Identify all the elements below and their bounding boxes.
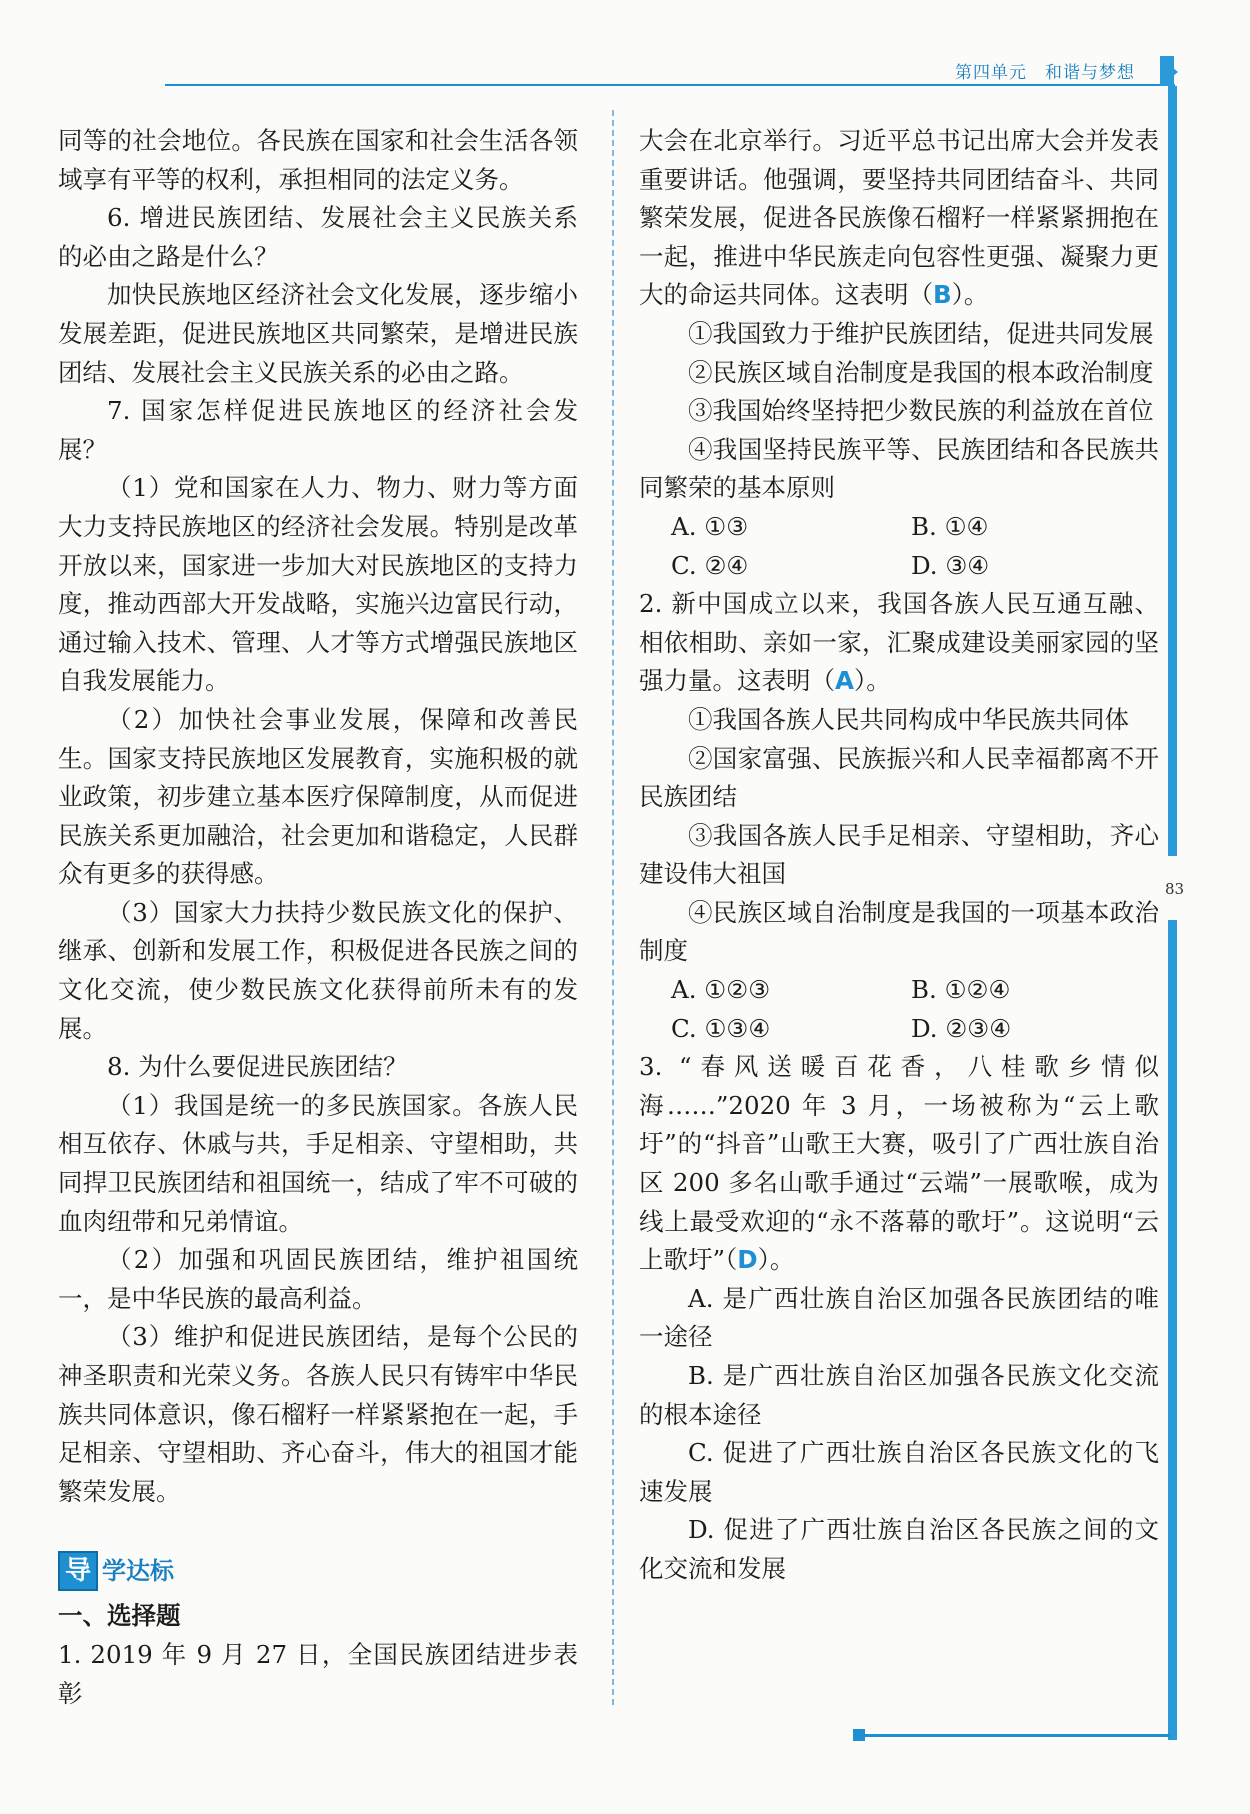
answer-8-3: （3）维护和促进民族团结，是每个公民的神圣职责和光荣义务。各族人民只有铸牢中华民族共同体意识，像石榴籽一样紧紧抱在一起，手足相亲、守望相助、齐心奋斗，伟大的祖国才能繁荣发展。 <box>58 1322 578 1506</box>
section-badge <box>58 1551 578 1591</box>
mc2-option-b: B. ①②④ <box>911 975 1011 1005</box>
question-6: 6. 增进民族团结、发展社会主义民族关系的必由之路是什么？ <box>58 203 578 271</box>
mc1-answer: B <box>933 280 952 310</box>
running-header <box>955 58 1153 83</box>
mc1-option-b: B. ①④ <box>911 511 989 541</box>
question-7: 7. 国家怎样促进民族地区的经济社会发展？ <box>58 396 578 464</box>
mc3-close: ）。 <box>757 1245 795 1275</box>
mc1-statement-1: ①我国致力于维护民族团结，促进共同发展 <box>688 318 1154 348</box>
section-title: 一、选择题 <box>58 1601 181 1631</box>
right-column <box>639 122 1159 1589</box>
answer-7-3: （3）国家大力扶持少数民族文化的保护、继承、创新和发展工作，积极促进各民族之间的文化交流，使少数民族文化获得前所未有的发展。 <box>58 897 578 1043</box>
mc2-statement-1: ①我国各族人民共同构成中华民族共同体 <box>688 704 1129 734</box>
mc3-option-a: A. 是广西壮族自治区加强各民族团结的唯一途径 <box>639 1283 1159 1352</box>
mc2-stem <box>639 585 1159 701</box>
answer-7-2: （2）加快社会事业发展，保障和改善民生。国家支持民族地区发展教育，实施积极的就业政策，初步建立基本医疗保障制度，从而促进民族关系更加融洽，社会更加和谐稳定，人民群众有更多的获得感。 <box>58 704 578 889</box>
mc2-answer: A <box>835 666 854 696</box>
mc1-options-row-1 <box>639 508 1159 547</box>
answer-6: 加快民族地区经济社会文化发展，逐步缩小发展差距，促进民族地区共同繁荣，是增进民族团结、发展社会主义民族关系的必由之路。 <box>58 280 578 387</box>
mc1-option-a: A. ①③ <box>671 511 749 541</box>
answer-8-1: （1）我国是统一的多民族国家。各族人民相互依存、休戚与共，手足相亲、守望相助，共同捍卫民族团结和祖国统一，结成了牢不可破的血肉纽带和兄弟情谊。 <box>58 1090 578 1236</box>
badge-icon: 导 <box>58 1551 98 1591</box>
unit-title: 和谐与梦想 <box>1045 63 1135 83</box>
mc3-option-c: C. 促进了广西壮族自治区各民族文化的飞速发展 <box>639 1438 1159 1506</box>
mc2-options-row-2 <box>639 1010 1159 1049</box>
mc1-stem-start: 1. 2019 年 9 月 27 日，全国民族团结进步表彰 <box>58 1639 578 1708</box>
mc1-option-d: D. ③④ <box>911 550 990 580</box>
side-bar-bottom <box>1168 920 1177 1740</box>
mc1-statement-2: ②民族区域自治制度是我国的根本政治制度 <box>688 357 1154 387</box>
question-8: 8. 为什么要促进民族团结？ <box>107 1052 408 1082</box>
mc3-stem <box>639 1048 1159 1280</box>
header-arrow-icon <box>1166 62 1178 82</box>
header-rule <box>165 84 1175 86</box>
column-divider <box>612 110 614 1705</box>
badge-label: 学达标 <box>102 1557 174 1586</box>
mc3-option-d: D. 促进了广西壮族自治区各民族之间的文化交流和发展 <box>639 1515 1159 1583</box>
footer-rule <box>860 1734 1170 1737</box>
mc2-statement-2: ②国家富强、民族振兴和人民幸福都离不开民族团结 <box>639 743 1159 812</box>
mc1-stem-text: 大会在北京举行。习近平总书记出席大会并发表重要讲话。他强调，要坚持共同团结奋斗、共同繁荣发展，促进各民族像石榴籽一样紧紧拥抱在一起，推进中华民族走向包容性更强、凝聚力更大的命运共同体。这表明（ <box>639 126 1159 310</box>
mc2-option-a: A. ①②③ <box>671 975 771 1005</box>
mc1-options-row-2 <box>639 547 1159 586</box>
page-number: 83 <box>1165 880 1185 898</box>
mc1-option-c: C. ②④ <box>671 550 749 580</box>
answer-8-2: （2）加强和巩固民族团结，维护祖国统一，是中华民族的最高利益。 <box>58 1245 578 1313</box>
mc1-close: ）。 <box>951 280 989 310</box>
mc1-statement-4: ④我国坚持民族平等、民族团结和各民族共同繁荣的基本原则 <box>639 434 1159 503</box>
mc3-stem-text: 3. “春风送暖百花香，八桂歌乡情似海……”2020 年 3 月，一场被称为“云上歌圩”的“抖音”山歌王大赛，吸引了广西壮族自治区 200 多名山歌手通过“云端”一展歌喉，成为线上最受欢迎的“永不落幕的歌圩”。这说明“云上歌圩”（ <box>639 1052 1159 1275</box>
paragraph: 同等的社会地位。各民族在国家和社会生活各领域享有平等的权利，承担相同的法定义务。 <box>58 126 578 194</box>
mc2-statement-3: ③我国各族人民手足相亲、守望相助，齐心建设伟大祖国 <box>639 820 1159 889</box>
mc2-stem-text: 2. 新中国成立以来，我国各族人民互通互融、相依相助、亲如一家，汇聚成建设美丽家园的坚强力量。这表明（ <box>639 589 1159 696</box>
mc1-statement-3: ③我国始终坚持把少数民族的利益放在首位 <box>688 396 1154 426</box>
left-column <box>58 122 578 1713</box>
mc2-statement-4: ④民族区域自治制度是我国的一项基本政治制度 <box>639 897 1159 966</box>
mc3-answer: D <box>737 1245 758 1275</box>
mc1-stem <box>639 122 1159 315</box>
mc3-option-b: B. 是广西壮族自治区加强各民族文化交流的根本途径 <box>639 1361 1159 1429</box>
mc2-option-d: D. ②③④ <box>911 1013 1012 1043</box>
answer-7-1: （1）党和国家在人力、物力、财力等方面大力支持民族地区的经济社会发展。特别是改革开放以来，国家进一步加大对民族地区的支持力度，推动西部大开发战略，实施兴边富民行动，通过输入技术、管理、人才等方式增强民族地区自我发展能力。 <box>58 473 578 696</box>
mc2-option-c: C. ①③④ <box>671 1013 771 1043</box>
side-bar-top <box>1168 86 1177 856</box>
mc2-close: ）。 <box>853 666 891 696</box>
mc2-options-row-1 <box>639 971 1159 1010</box>
unit-label: 第四单元 <box>955 63 1027 83</box>
